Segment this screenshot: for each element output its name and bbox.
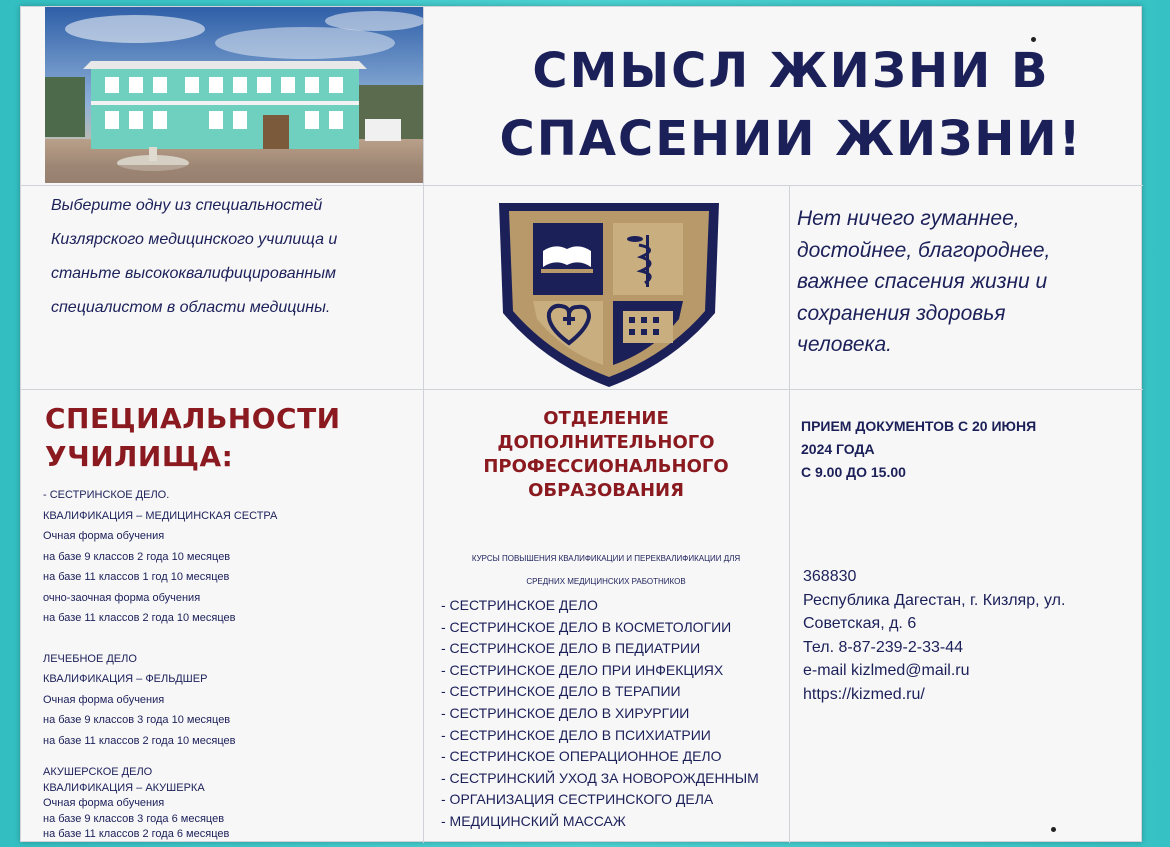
divider-vertical-right: [789, 185, 790, 843]
intro-line: Кизлярского медицинского училища и: [51, 231, 338, 248]
college-emblem: [493, 193, 725, 389]
course-item: - СЕСТРИНСКОЕ ДЕЛО: [441, 597, 598, 613]
mounting-screw: [1031, 37, 1036, 42]
contacts-info: [803, 565, 1143, 706]
slogan-line-2: СПАСЕНИИ ЖИЗНИ!: [499, 111, 1083, 167]
obstetrics-line: на базе 11 классов 2 года 6 месяцев: [43, 828, 230, 840]
specialties-title-line-1: СПЕЦИАЛЬНОСТИ: [45, 402, 341, 435]
obstetrics-line: КВАЛИФИКАЦИЯ – АКУШЕРКА: [43, 781, 205, 794]
intro-line: станьте высококвалифицированным: [51, 265, 336, 282]
medical-line: Очная форма обучения: [43, 693, 165, 706]
mounting-screw: [1051, 827, 1056, 832]
admission-line: 2024 ГОДА: [801, 441, 875, 457]
obstetrics-line: на базе 9 классов 3 года 6 месяцев: [43, 812, 225, 825]
building-icon: [623, 311, 673, 343]
specialties-title: [45, 400, 425, 476]
intro-text: [51, 189, 423, 325]
course-item: - ОРГАНИЗАЦИЯ СЕСТРИНСКОГО ДЕЛА: [441, 791, 714, 808]
intro-line: специалистом в области медицины.: [51, 299, 331, 316]
course-item: - СЕСТРИНСКОЕ ДЕЛО В ТЕРАПИИ: [441, 683, 681, 700]
medical-line: ЛЕЧЕБНОЕ ДЕЛО: [43, 652, 137, 665]
quote-line: Нет ничего гуманнее,: [797, 207, 1020, 230]
course-item: - СЕСТРИНСКОЕ ДЕЛО В ПСИХИАТРИИ: [441, 726, 711, 743]
specialties-title-line-2: УЧИЛИЩА:: [45, 440, 234, 473]
quote-text: [797, 203, 1137, 361]
obstetrics-line: Очная форма обучения: [43, 797, 165, 809]
intro-line: Выберите одну из специальностей: [51, 197, 323, 214]
spacer: [43, 629, 423, 649]
nursing-line: на базе 11 классов 2 года 10 месяцев: [43, 612, 236, 624]
course-item: - МЕДИЦИНСКИЙ МАССАЖ: [441, 812, 626, 829]
nursing-line: Очная форма обучения: [43, 530, 165, 542]
specialties-list: [43, 485, 423, 843]
medical-line: КВАЛИФИКАЦИЯ – ФЕЛЬДШЕР: [43, 673, 208, 685]
medical-line: на базе 9 классов 3 года 10 месяцев: [43, 714, 231, 726]
divider-horizontal-middle: [21, 389, 1143, 390]
nursing-line: КВАЛИФИКАЦИЯ – МЕДИЦИНСКАЯ СЕСТРА: [43, 509, 278, 522]
admission-info: [801, 415, 1131, 484]
nursing-line: на базе 9 классов 2 года 10 месяцев: [43, 550, 231, 563]
course-item: - СЕСТРИНСКОЕ ДЕЛО В КОСМЕТОЛОГИИ: [441, 618, 732, 635]
medical-line: на базе 11 классов 2 года 10 месяцев: [43, 734, 236, 747]
phone-number: Тел. 8-87-239-2-33-44: [803, 638, 963, 656]
quote-line: человека.: [797, 333, 892, 356]
admission-line: С 9.00 ДО 15.00: [801, 464, 906, 480]
postal-code: 368830: [803, 568, 857, 585]
course-item: - СЕСТРИНСКОЕ ДЕЛО В ХИРУРГИИ: [441, 704, 690, 721]
info-board: [20, 6, 1142, 842]
department-title-line: ПРОФЕССИОНАЛЬНОГО: [483, 456, 729, 477]
quote-line: достойнее, благороднее,: [797, 238, 1051, 262]
course-item: - СЕСТРИНСКОЕ ДЕЛО ПРИ ИНФЕКЦИЯХ: [441, 661, 724, 678]
nursing-line: очно-заочная форма обучения: [43, 591, 201, 604]
course-item: - СЕСТРИНСКОЕ ДЕЛО В ПЕДИАТРИИ: [441, 640, 701, 657]
college-building-photo: [45, 7, 423, 183]
quote-line: сохранения здоровья: [797, 301, 1006, 325]
website-url: https://kizmed.ru/: [803, 685, 925, 703]
department-title-line: ОТДЕЛЕНИЕ: [543, 408, 669, 429]
spacer: [43, 751, 423, 765]
admission-line: ПРИЕМ ДОКУМЕНТОВ С 20 ИЮНЯ: [801, 418, 1037, 434]
address-line: Республика Дагестан, г. Кизляр, ул.: [803, 591, 1066, 609]
email-address: e-mail kizlmed@mail.ru: [803, 662, 970, 679]
courses-heading: [431, 547, 781, 593]
slogan-heading: [441, 37, 1141, 173]
courses-heading-line-2: СРЕДНИХ МЕДИЦИНСКИХ РАБОТНИКОВ: [526, 577, 686, 586]
courses-heading-line-1: КУРСЫ ПОВЫШЕНИЯ КВАЛИФИКАЦИИ И ПЕРЕКВАЛИФИКАЦИИ ДЛЯ: [471, 554, 741, 563]
nursing-line: - СЕСТРИНСКОЕ ДЕЛО.: [43, 489, 170, 501]
nursing-line: на базе 11 классов 1 год 10 месяцев: [43, 571, 230, 583]
department-title-line: ОБРАЗОВАНИЯ: [528, 480, 684, 501]
obstetrics-line: АКУШЕРСКОЕ ДЕЛО: [43, 766, 153, 778]
course-item: - СЕСТРИНСКИЙ УХОД ЗА НОВОРОЖДЕННЫМ: [441, 769, 759, 786]
department-title: [441, 407, 771, 503]
quote-line: важнее спасения жизни и: [797, 270, 1048, 293]
department-title-line: ДОПОЛНИТЕЛЬНОГО: [497, 432, 715, 453]
slogan-line-1: СМЫСЛ ЖИЗНИ В: [532, 43, 1050, 99]
divider-horizontal-top: [21, 185, 1143, 186]
course-item: - СЕСТРИНСКОЕ ОПЕРАЦИОННОЕ ДЕЛО: [441, 748, 722, 765]
courses-list: [441, 595, 781, 833]
address-line: Советская, д. 6: [803, 615, 917, 632]
book-icon: [541, 246, 593, 273]
